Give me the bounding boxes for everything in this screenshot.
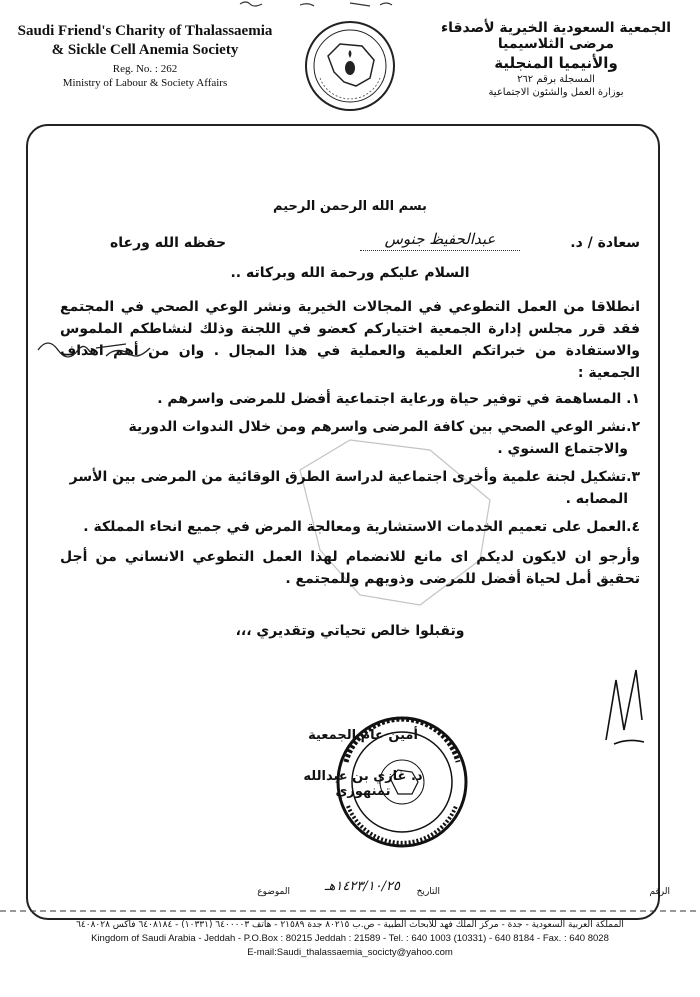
signature-block (278, 728, 448, 799)
signatory-title: أمين عام الجمعية (308, 728, 418, 743)
closing-regards: وتقبلوا خالص تحياتي وتقديري ،،، (235, 623, 465, 639)
header-arabic (426, 20, 686, 98)
footer-address-en: Kingdom of Saudi Arabia - Jeddah - P.O.Box : 80215 Jeddah : 21589 - Tel. : 640 1003 (10331) - 640 8184 - Fax. : 640 8028 (91, 933, 609, 944)
org-name-ar-line1: الجمعية السعودية الخيرية لأصدقاء مرضى الثلاسيميا (440, 20, 672, 52)
margin-handwriting-mark (36, 330, 156, 370)
footer-contact (0, 918, 700, 960)
ministry-name-ar: بوزارة العمل والشئون الاجتماعية (488, 87, 624, 98)
letter-body (60, 196, 640, 642)
goals-list (60, 388, 640, 538)
society-logo-icon (300, 16, 400, 116)
handwritten-signature-icon (596, 660, 656, 750)
date-handwritten: ١٤٢٣/١٠/٢٥هـ (324, 879, 400, 894)
body-paragraph: انطلاقا من العمل التطوعي في المجالات الخيرية ونشر الوعي الصحي في المجتمع فقد قرر مجلس إدارة الجمعية اختياركم كعضو في اللجنة وذلك لنشاطكم الملموس والاستفادة من خبراتكم العلمية والعملية في هذا المجال . وان من أهم اهداف الجمعية : (60, 299, 640, 381)
request-paragraph: وأرجو ان لايكون لديكم اى مانع للانضمام لهذا العمل التطوعي الانساني من أجل تحقيق أمل لحياة أفضل للمرضى وذويهم وللمجتمع . (60, 549, 640, 587)
org-name-en-line1: Saudi Friend's Charity of Thalassaemia (17, 23, 273, 39)
address-row (60, 232, 640, 258)
list-item: ٣.تشكيل لجنة علمية وأخرى اجتماعية لدراسة الطرق الوقائية من المرضى بين الأسر المصابه . (69, 469, 640, 507)
reference-fields (30, 879, 670, 903)
ministry-name-en: Ministry of Labour & Society Affairs (62, 77, 228, 89)
recipient-name: عبدالحفيظ جنوس (360, 228, 520, 251)
registration-number: Reg. No. : 262 (112, 63, 178, 75)
footer-divider (0, 906, 700, 916)
footer-address-ar: المملكة العربية السعودية - جدة - مركز الملك فهد للأبحاث الطبية - ص.ب ٨٠٢١٥ جدة ٢١٥٨٩ - هاتف ٦٤٠٠٠٠٣ (١٠٣٣١) - ٦٤٠٨١٨٤ فاكس ٦٤٠٨٠٢٨ (76, 920, 624, 930)
top-handwriting-mark (0, 0, 700, 10)
basmala: بسم الله الرحمن الرحيم (273, 199, 427, 214)
honorific: حفظه الله ورعاه (110, 235, 227, 251)
header-english (10, 22, 280, 89)
subject-field-label: الموضوع (257, 887, 290, 897)
greeting: السلام عليكم ورحمة الله وبركاته .. (230, 265, 470, 281)
footer-email: E-mail:Saudi_thalassaemia_socicty@yahoo.com (247, 947, 453, 958)
signatory-name: د. غازي بن عبدالله تمنهوري (303, 769, 423, 799)
registration-number-ar: المسجلة برقم ٢٦٢ (517, 74, 595, 85)
list-item: ٢.نشر الوعي الصحي بين كافة المرضى واسرهم ومن خلال الندوات الدورية والاجتماع السنوي . (128, 419, 640, 457)
date-field-label: التاريخ (416, 887, 440, 897)
recipient-label: سعادة / د. (570, 235, 640, 251)
ref-field-label: الرقم (649, 887, 670, 897)
list-item: ١. المساهمة في توفير حياة ورعاية اجتماعية أفضل للمرضى واسرهم . (157, 391, 640, 407)
org-name-en-line2: & Sickle Cell Anemia Society (51, 42, 239, 58)
org-name-ar-line2: والأنيميا المنجلية (494, 54, 618, 72)
list-item: ٤.العمل على تعميم الخدمات الاستشارية ومعالجة المرض في جميع انحاء المملكة . (83, 519, 640, 535)
